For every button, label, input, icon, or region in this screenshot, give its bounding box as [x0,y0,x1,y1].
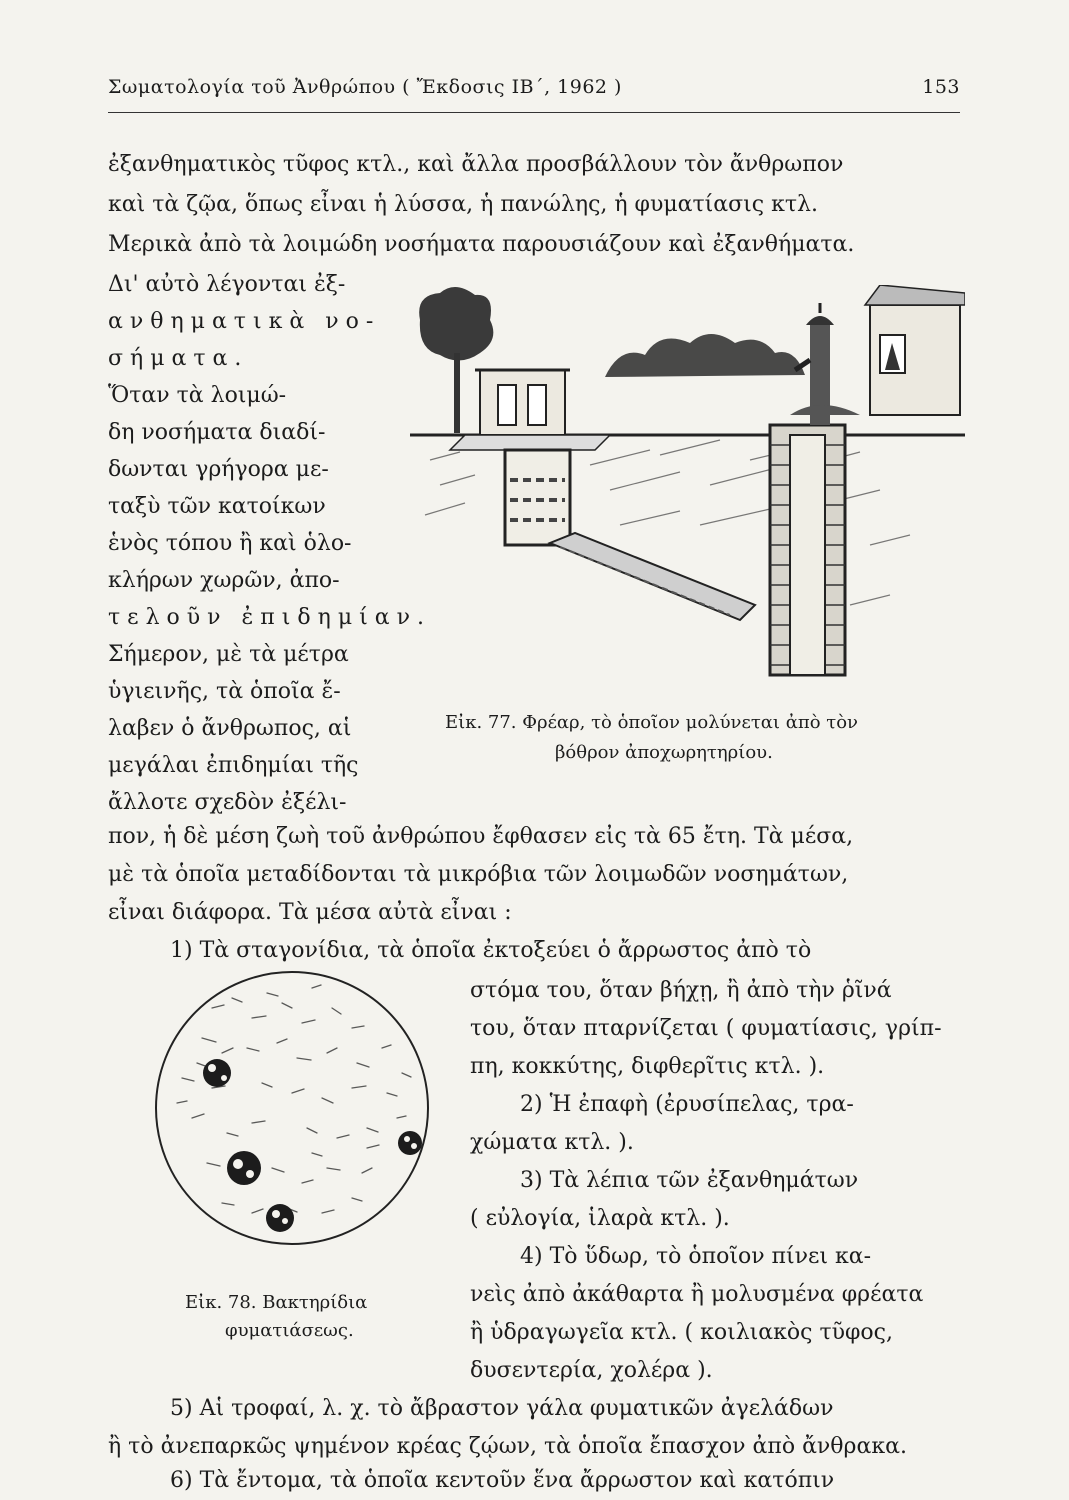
figure-78-caption-line2: φυματιάσεως. [225,1320,354,1341]
list-item-6: 6) Τὰ ἔντομα, τὰ ὁποῖα κεντοῦν ἕνα ἄρρωστον καὶ κατόπιν [170,1468,835,1493]
text-line: πον, ἡ δὲ μέση ζωὴ τοῦ ἀνθρώπου ἔφθασεν εἰς τὰ 65 ἔτη. Τὰ μέσα, [108,824,854,849]
text-line: μὲ τὰ ὁποῖα μεταδίδονται τὰ μικρόβια τῶν λοιμωδῶν νοσημάτων, [108,862,849,887]
text-line: σήματα. [108,346,249,371]
list-item-4: 4) Τὸ ὕδωρ, τὸ ὁποῖον πίνει κα- [520,1244,872,1269]
text-line: Δι' αὐτὸ λέγονται ἐξ- [108,272,346,297]
figure-77-caption-line2: βόθρον ἀποχωρητηρίου. [555,742,773,763]
text-line: Μερικὰ ἀπὸ τὰ λοιμώδη νοσήματα παρουσιάζουν καὶ ἐξανθήματα. [108,232,855,257]
text-line: ἢ τὸ ἀνεπαρκῶς ψημένον κρέας ζῴων, τὰ ὁποῖα ἔπασχον ἀπὸ ἄνθρακα. [108,1434,907,1459]
page-header [108,76,960,106]
text-line: Σήμερον, μὲ τὰ μέτρα [108,642,349,667]
text-line: νεὶς ἀπὸ ἀκάθαρτα ἢ μολυσμένα φρέατα [470,1282,924,1307]
text-line: ἑνὸς τόπου ἢ καὶ ὁλο- [108,531,352,556]
text-line: λαβεν ὁ ἄνθρωπος, αἱ [108,716,352,741]
text-line: τελοῦν ἐπιδημίαν. [108,605,431,630]
figure-77-caption-line1: Εἰκ. 77. Φρέαρ, τὸ ὁποῖον μολύνεται ἀπὸ τὸν [445,712,858,733]
list-item-2: 2) Ἡ ἐπαφὴ (ἐρυσίπελας, τρα- [520,1092,854,1117]
running-title: Σωματολογία τοῦ Ἀνθρώπου ( Ἔκδοσις ΙΒ΄, 1962 ) [108,76,622,98]
text-line: ταξὺ τῶν κατοίκων [108,494,326,519]
text-line: ὑγιεινῆς, τὰ ὁποῖα ἔ- [108,679,341,704]
header-rule [108,112,960,113]
text-line: χώματα κτλ. ). [470,1130,634,1155]
text-line: καὶ τὰ ζῷα, ὅπως εἶναι ἡ λύσσα, ἡ πανώλης, ἡ φυματίασις κτλ. [108,192,818,217]
text-line: ἢ ὑδραγωγεῖα κτλ. ( κοιλιακὸς τῦφος, [470,1320,893,1345]
list-item-3: 3) Τὰ λέπια τῶν ἐξανθημάτων [520,1168,859,1193]
text-line: εἶναι διάφορα. Τὰ μέσα αὐτὰ εἶναι : [108,900,512,925]
text-line: δη νοσήματα διαδί- [108,420,326,445]
text-line: ἐξανθηματικὸς τῦφος κτλ., καὶ ἄλλα προσβάλλουν τὸν ἄνθρωπον [108,152,844,177]
text-line: δωνται γρήγορα με- [108,457,329,482]
figure-78-bacteria-illustration [152,968,432,1248]
figure-78-caption-line1: Εἰκ. 78. Βακτηρίδια [185,1292,368,1313]
text-line: Ὅταν τὰ λοιμώ- [108,383,287,408]
text-line: ἄλλοτε σχεδὸν ἐξέλι- [108,790,347,815]
text-line: δυσεντερία, χολέρα ). [470,1358,713,1383]
figure-77-well-illustration [410,285,965,695]
list-item-5: 5) Αἱ τροφαί, λ. χ. τὸ ἄβραστον γάλα φυματικῶν ἀγελάδων [170,1396,834,1421]
text-line: ( εὐλογία, ἱλαρὰ κτλ. ). [470,1206,730,1231]
text-line: κλήρων χωρῶν, ἀπο- [108,568,340,593]
text-line: μεγάλαι ἐπιδημίαι τῆς [108,753,359,778]
page-number: 153 [922,76,960,98]
list-item-1: 1) Τὰ σταγονίδια, τὰ ὁποῖα ἐκτοξεύει ὁ ἄρρωστος ἀπὸ τὸ [170,938,812,963]
text-line: πη, κοκκύτης, διφθερῖτις κτλ. ). [470,1054,825,1079]
text-line: του, ὅταν πταρνίζεται ( φυματίασις, γρίπ- [470,1016,942,1041]
text-line: στόμα του, ὅταν βήχῃ, ἢ ἀπὸ τὴν ῥῖνά [470,978,892,1003]
text-line: ανθηματικὰ νο- [108,309,381,334]
